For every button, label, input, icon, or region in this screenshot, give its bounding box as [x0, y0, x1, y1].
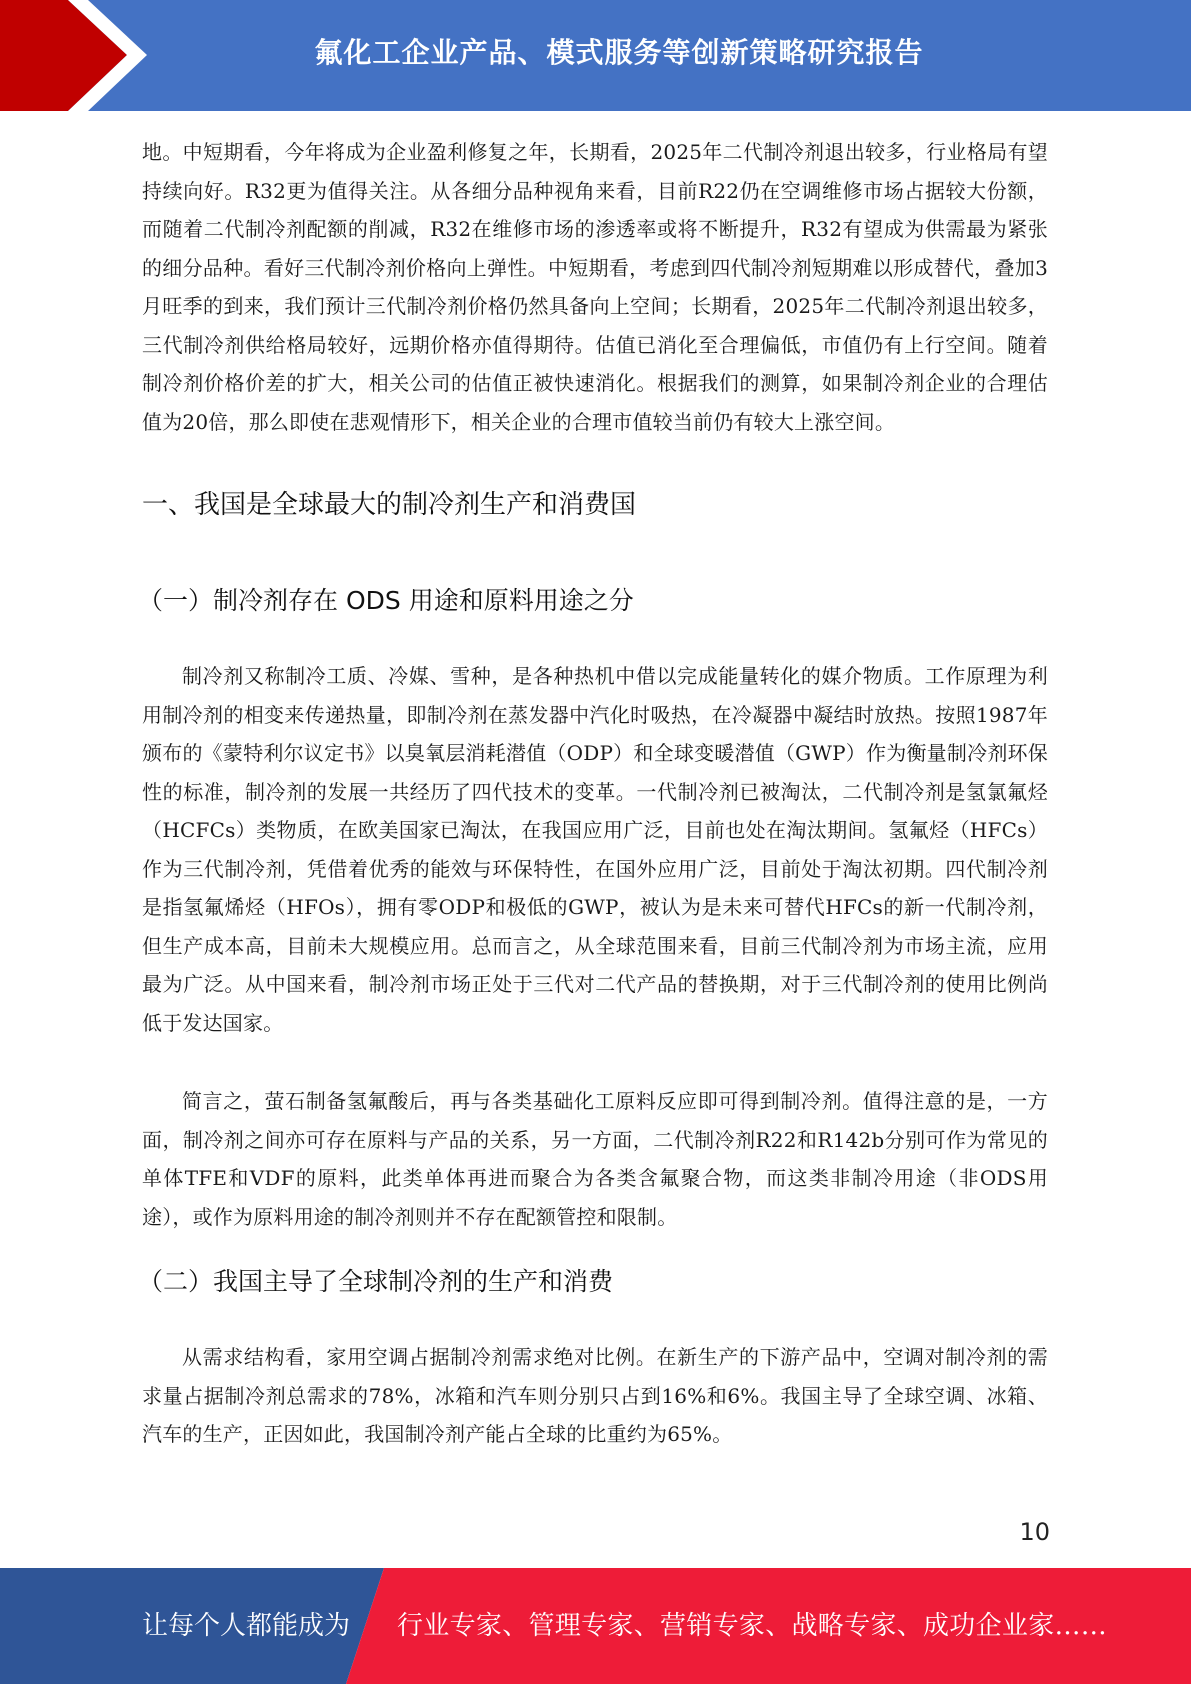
section-heading-1: 一、我国是全球最大的制冷剂生产和消费国	[142, 490, 637, 520]
paragraph-refrigerant-materials: 简言之，萤石制备氢氟酸后，再与各类基础化工原料反应即可得到制冷剂。值得注意的是，一方面，制冷剂之间亦可存在原料与产品的关系，另一方面，二代制冷剂R22和R142b分别可作为常见的单体TFE和VDF的原料，此类单体再进而聚合为各类含氟聚合物，而这类非制冷用途（非ODS用途），或作为原料用途的制冷剂则并不存在配额管控和限制。	[142, 1089, 1048, 1229]
paragraph-refrigerant-intro: 制冷剂又称制冷工质、冷媒、雪种，是各种热机中借以完成能量转化的媒介物质。工作原理为利用制冷剂的相变来传递热量，即制冷剂在蒸发器中汽化时吸热，在冷凝器中凝结时放热。按照1987年颁布的《蒙特利尔议定书》以臭氧层消耗潜值（ODP）和全球变暖潜值（GWP）作为衡量制冷剂环保性的标准，制冷剂的发展一共经历了四代技术的变革。一代制冷剂已被淘汰，二代制冷剂是氢氯氟烃（HCFCs）类物质，在欧美国家已淘汰，在我国应用广泛，目前也处在淘汰期间。氢氟烃（HFCs）作为三代制冷剂，凭借着优秀的能效与环保特性，在国外应用广泛，目前处于淘汰初期。四代制冷剂是指氢氟烯烃（HFOs），拥有零ODP和极低的GWP，被认为是未来可替代HFCs的新一代制冷剂，但生产成本高，目前未大规模应用。总而言之，从全球范围来看，目前三代制冷剂为市场主流，应用最为广泛。从中国来看，制冷剂市场正处于三代对二代产品的替换期，对于三代制冷剂的使用比例尚低于发达国家。	[142, 664, 1048, 1035]
header-banner	[0, 0, 1191, 111]
document-body	[138, 133, 1048, 1454]
footer-banner	[0, 1568, 1191, 1684]
report-title: 氟化工企业产品、模式服务等创新策略研究报告	[314, 36, 924, 69]
subsection-heading-1: （一）制冷剂存在 ODS 用途和原料用途之分	[138, 586, 634, 615]
page-number: 10	[1019, 1518, 1050, 1546]
footer-slogan-left: 让每个人都能成为	[142, 1611, 351, 1641]
chevron-arrow-icon	[0, 0, 160, 111]
footer-slogan-right: 行业专家、管理专家、营销专家、战略专家、成功企业家……	[397, 1611, 1108, 1641]
subsection-heading-2: （二）我国主导了全球制冷剂的生产和消费	[138, 1267, 614, 1296]
paragraph-demand-structure: 从需求结构看，家用空调占据制冷剂需求绝对比例。在新生产的下游产品中，空调对制冷剂的需求量占据制冷剂总需求的78%，冰箱和汽车则分别只占到16%和6%。我国主导了全球空调、冰箱、汽车的生产，正因如此，我国制冷剂产能占全球的比重约为65%。	[142, 1345, 1048, 1446]
intro-paragraph: 地。中短期看，今年将成为企业盈利修复之年，长期看，2025年二代制冷剂退出较多，行业格局有望持续向好。R32更为值得关注。从各细分品种视角来看，目前R22仍在空调维修市场占据较大份额，而随着二代制冷剂配额的削减，R32在维修市场的渗透率或将不断提升，R32有望成为供需最为紧张的细分品种。看好三代制冷剂价格向上弹性。中短期看，考虑到四代制冷剂短期难以形成替代，叠加3月旺季的到来，我们预计三代制冷剂价格仍然具备向上空间；长期看，2025年二代制冷剂退出较多，三代制冷剂供给格局较好，远期价格亦值得期待。估值已消化至合理偏低，市值仍有上行空间。随着制冷剂价格价差的扩大，相关公司的估值正被快速消化。根据我们的测算，如果制冷剂企业的合理估值为20倍，那么即使在悲观情形下，相关企业的合理市值较当前仍有较大上涨空间。	[142, 140, 1048, 434]
